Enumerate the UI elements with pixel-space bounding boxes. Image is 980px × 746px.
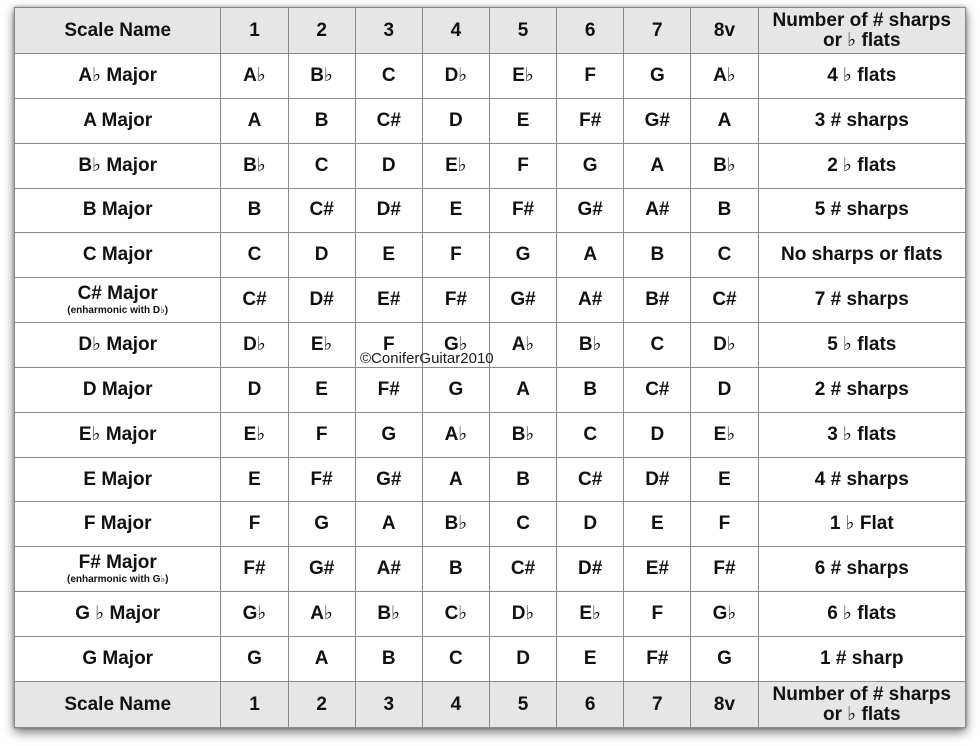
header-degree-1: 1 <box>221 8 288 54</box>
note-cell: D <box>489 636 556 681</box>
enharmonic-note: (enharmonic with G♭) <box>67 573 169 585</box>
scale-name-cell <box>15 367 221 412</box>
table-row <box>15 502 966 547</box>
note-cell: E <box>422 188 489 233</box>
note-cell: C♭ <box>422 592 489 637</box>
header-degree-7: 7 <box>624 8 691 54</box>
note-cell: A <box>489 367 556 412</box>
note-cell: D# <box>355 188 422 233</box>
accidental-count-cell: 4 # sharps <box>758 457 965 502</box>
header-scale-name: Scale Name <box>15 8 221 54</box>
note-cell: G <box>422 367 489 412</box>
note-cell: G <box>557 143 624 188</box>
note-cell: E♭ <box>489 54 556 99</box>
accidental-count-cell: 1 # sharp <box>758 636 965 681</box>
scale-name-cell <box>15 188 221 233</box>
note-cell: B♭ <box>691 143 758 188</box>
footer-degree-6: 6 <box>557 682 624 728</box>
note-cell: C# <box>489 547 556 592</box>
accidental-count-cell: 2 ♭ flats <box>758 143 965 188</box>
footer-sharps-flats <box>758 682 965 728</box>
note-cell: D# <box>624 457 691 502</box>
note-cell: G# <box>489 278 556 323</box>
note-cell: D♭ <box>422 54 489 99</box>
table-row <box>15 278 966 323</box>
note-cell: G <box>489 233 556 278</box>
note-cell: A <box>691 98 758 143</box>
footer-sharps-line: Number of # sharps <box>772 683 951 705</box>
note-cell: G♭ <box>691 592 758 637</box>
note-cell: A♭ <box>691 54 758 99</box>
note-cell: A♭ <box>489 323 556 368</box>
table-header <box>15 8 966 54</box>
note-cell: A <box>288 636 355 681</box>
footer-degree-5: 5 <box>489 682 556 728</box>
note-cell: F <box>489 143 556 188</box>
scale-name-cell <box>15 412 221 457</box>
note-cell: B <box>221 188 288 233</box>
scale-name-cell <box>15 233 221 278</box>
note-cell: B <box>624 233 691 278</box>
footer-degree-4: 4 <box>422 682 489 728</box>
note-cell: D♭ <box>489 592 556 637</box>
scale-name: D Major <box>82 378 153 400</box>
header-degree-3: 3 <box>355 8 422 54</box>
footer-degree-1: 1 <box>221 682 288 728</box>
note-cell: G# <box>624 98 691 143</box>
note-cell: D# <box>288 278 355 323</box>
note-cell: E <box>557 636 624 681</box>
note-cell: G <box>691 636 758 681</box>
scale-name-cell <box>15 502 221 547</box>
note-cell: D <box>221 367 288 412</box>
note-cell: B♭ <box>288 54 355 99</box>
accidental-count-cell: 1 ♭ Flat <box>758 502 965 547</box>
footer-flats-line: or ♭ flats <box>822 703 901 725</box>
note-cell: C <box>288 143 355 188</box>
note-cell: E <box>489 98 556 143</box>
accidental-count-cell: 6 # sharps <box>758 547 965 592</box>
note-cell: C# <box>557 457 624 502</box>
note-cell: G# <box>355 457 422 502</box>
note-cell: A♭ <box>288 592 355 637</box>
note-cell: A# <box>557 278 624 323</box>
footer-scale-name: Scale Name <box>15 682 221 728</box>
enharmonic-note: (enharmonic with D♭) <box>67 304 169 316</box>
note-cell: G <box>355 412 422 457</box>
copyright-watermark: ©ConiferGuitar2010 <box>360 350 494 367</box>
scale-name: D♭ Major <box>78 334 158 356</box>
note-cell: E# <box>355 278 422 323</box>
accidental-count-cell: 5 ♭ flats <box>758 323 965 368</box>
note-cell: D♭ <box>691 323 758 368</box>
header-degree-4: 4 <box>422 8 489 54</box>
note-cell: F# <box>557 98 624 143</box>
note-cell: D <box>557 502 624 547</box>
note-cell: B <box>288 98 355 143</box>
note-cell: C <box>691 233 758 278</box>
note-cell: B <box>489 457 556 502</box>
table-row <box>15 636 966 681</box>
note-cell: A♭ <box>422 412 489 457</box>
note-cell: F# <box>489 188 556 233</box>
header-sharps-line: Number of # sharps <box>772 9 951 31</box>
table-row <box>15 457 966 502</box>
note-cell: E <box>221 457 288 502</box>
note-cell: C# <box>355 98 422 143</box>
table-row <box>15 54 966 99</box>
note-cell: D <box>288 233 355 278</box>
note-cell: E <box>691 457 758 502</box>
note-cell: C <box>422 636 489 681</box>
note-cell: G <box>624 54 691 99</box>
note-cell: C# <box>288 188 355 233</box>
note-cell: F <box>624 592 691 637</box>
scale-name: F Major <box>83 513 152 535</box>
scale-name: B♭ Major <box>78 154 158 176</box>
header-octave: 8v <box>691 8 758 54</box>
note-cell: A# <box>355 547 422 592</box>
header-degree-2: 2 <box>288 8 355 54</box>
table-body <box>15 54 966 682</box>
accidental-count-cell: 6 ♭ flats <box>758 592 965 637</box>
table-row <box>15 547 966 592</box>
footer-octave: 8v <box>691 682 758 728</box>
note-cell: G♭ <box>422 323 489 368</box>
note-cell: E <box>624 502 691 547</box>
note-cell: G♭ <box>221 592 288 637</box>
accidental-count-cell: 7 # sharps <box>758 278 965 323</box>
accidental-count-cell: 3 ♭ flats <box>758 412 965 457</box>
accidental-count-cell: No sharps or flats <box>758 233 965 278</box>
note-cell: B♭ <box>355 592 422 637</box>
scale-name: B Major <box>82 199 153 221</box>
scale-name: A Major <box>83 109 153 131</box>
accidental-count-cell: 4 ♭ flats <box>758 54 965 99</box>
note-cell: B♭ <box>557 323 624 368</box>
header-flats-line: or ♭ flats <box>822 29 901 51</box>
note-cell: G <box>221 636 288 681</box>
scale-name-cell <box>15 143 221 188</box>
note-cell: F# <box>288 457 355 502</box>
note-cell: A <box>355 502 422 547</box>
note-cell: A <box>221 98 288 143</box>
note-cell: E♭ <box>221 412 288 457</box>
scale-chart-frame <box>14 7 966 728</box>
table-row <box>15 233 966 278</box>
note-cell: B♭ <box>489 412 556 457</box>
note-cell: B♭ <box>422 502 489 547</box>
note-cell: F# <box>691 547 758 592</box>
note-cell: C# <box>691 278 758 323</box>
note-cell: D# <box>557 547 624 592</box>
table-row <box>15 143 966 188</box>
note-cell: C <box>489 502 556 547</box>
note-cell: C <box>624 323 691 368</box>
accidental-count-cell: 2 # sharps <box>758 367 965 412</box>
table-footer <box>15 682 966 728</box>
header-sharps-flats <box>758 8 965 54</box>
scale-name-cell <box>15 323 221 368</box>
note-cell: C <box>355 54 422 99</box>
footer-degree-2: 2 <box>288 682 355 728</box>
note-cell: F# <box>221 547 288 592</box>
accidental-count-cell: 3 # sharps <box>758 98 965 143</box>
note-cell: E♭ <box>557 592 624 637</box>
note-cell: D <box>355 143 422 188</box>
note-cell: B <box>355 636 422 681</box>
note-cell: B <box>557 367 624 412</box>
scale-name: E♭ Major <box>78 423 157 445</box>
note-cell: E# <box>624 547 691 592</box>
note-cell: F <box>557 54 624 99</box>
note-cell: E♭ <box>691 412 758 457</box>
note-cell: F <box>288 412 355 457</box>
note-cell: F <box>691 502 758 547</box>
scale-name: C Major <box>82 244 153 266</box>
note-cell: A <box>624 143 691 188</box>
scale-name-cell <box>15 592 221 637</box>
header-row <box>15 8 966 54</box>
scale-name-cell <box>15 457 221 502</box>
scale-name: G ♭ Major <box>75 603 161 625</box>
major-scales-table <box>14 7 966 728</box>
scale-name: A♭ Major <box>78 64 158 86</box>
note-cell: F# <box>355 367 422 412</box>
note-cell: F <box>422 233 489 278</box>
note-cell: C# <box>221 278 288 323</box>
footer-degree-3: 3 <box>355 682 422 728</box>
table-row <box>15 592 966 637</box>
accidental-count-cell: 5 # sharps <box>758 188 965 233</box>
table-row <box>15 188 966 233</box>
note-cell: A <box>422 457 489 502</box>
note-cell: B♭ <box>221 143 288 188</box>
scale-name-cell <box>15 54 221 99</box>
header-degree-6: 6 <box>557 8 624 54</box>
scale-name-cell <box>15 547 221 592</box>
note-cell: C <box>221 233 288 278</box>
note-cell: G# <box>557 188 624 233</box>
note-cell: G <box>288 502 355 547</box>
note-cell: D♭ <box>221 323 288 368</box>
note-cell: E <box>355 233 422 278</box>
footer-degree-7: 7 <box>624 682 691 728</box>
scale-name: C# Major <box>77 282 158 304</box>
note-cell: D <box>422 98 489 143</box>
scale-name-cell <box>15 278 221 323</box>
header-degree-5: 5 <box>489 8 556 54</box>
scale-name: F# Major <box>78 551 157 573</box>
table-row <box>15 367 966 412</box>
note-cell: A <box>557 233 624 278</box>
note-cell: G# <box>288 547 355 592</box>
note-cell: E <box>288 367 355 412</box>
table-row <box>15 323 966 368</box>
scale-name-cell <box>15 636 221 681</box>
note-cell: F# <box>422 278 489 323</box>
note-cell: F# <box>624 636 691 681</box>
note-cell: B# <box>624 278 691 323</box>
note-cell: D <box>624 412 691 457</box>
note-cell: C <box>557 412 624 457</box>
scale-name: E Major <box>83 468 153 490</box>
footer-row <box>15 682 966 728</box>
note-cell: D <box>691 367 758 412</box>
note-cell: B <box>422 547 489 592</box>
note-cell: E♭ <box>422 143 489 188</box>
table-row <box>15 98 966 143</box>
note-cell: F <box>221 502 288 547</box>
note-cell: C# <box>624 367 691 412</box>
scale-name-cell <box>15 98 221 143</box>
note-cell: A# <box>624 188 691 233</box>
table-row <box>15 412 966 457</box>
scale-name: G Major <box>82 648 154 670</box>
note-cell: B <box>691 188 758 233</box>
note-cell: A♭ <box>221 54 288 99</box>
note-cell: F <box>355 323 422 368</box>
note-cell: E♭ <box>288 323 355 368</box>
